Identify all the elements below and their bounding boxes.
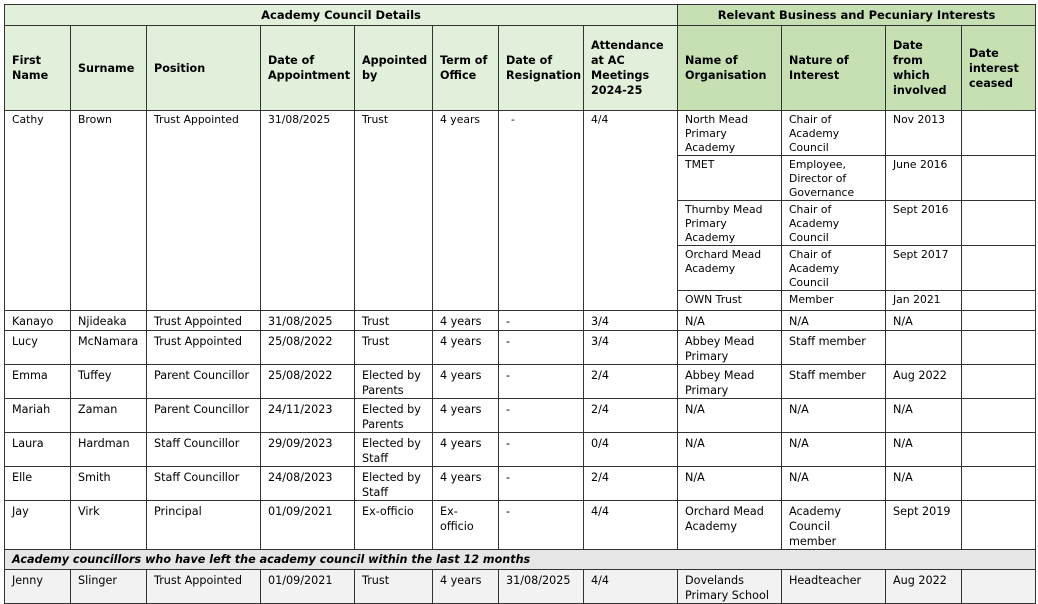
table-row [5, 365, 1036, 399]
cell-attendance: 0/4 [584, 433, 678, 467]
cell-surname: Njideaka [71, 311, 147, 331]
cell-attendance: 2/4 [584, 365, 678, 399]
cell-surname: McNamara [71, 331, 147, 365]
cell-attendance: 4/4 [584, 501, 678, 550]
cell-organisation: OWN Trust [678, 291, 782, 311]
cell-organisation: Orchard Mead Academy [678, 246, 782, 291]
cell-position: Staff Councillor [147, 433, 261, 467]
cell-position: Staff Councillor [147, 467, 261, 501]
cell-first-name: Jay [5, 501, 71, 550]
table-row [5, 331, 1036, 365]
cell-term: 4 years [433, 311, 499, 331]
header-name-of-organisation: Name of Organisation [678, 26, 782, 111]
cell-nature: N/A [782, 311, 886, 331]
cell-resignation: - [499, 311, 584, 331]
cell-date-ceased [962, 156, 1036, 201]
cell-nature: Chair of Academy Council [782, 201, 886, 246]
cell-surname: Slinger [71, 570, 147, 604]
cell-date-of-appointment: 01/09/2021 [261, 501, 355, 550]
cell-surname: Tuffey [71, 365, 147, 399]
cell-nature: Chair of Academy Council [782, 111, 886, 156]
cell-appointed-by: Elected by Parents [355, 365, 433, 399]
cell-first-name: Lucy [5, 331, 71, 365]
cell-first-name: Cathy [5, 111, 71, 311]
cell-organisation: N/A [678, 311, 782, 331]
cell-date-from: N/A [886, 467, 962, 501]
cell-date-from [886, 331, 962, 365]
cell-attendance: 2/4 [584, 399, 678, 433]
header-date-of-appointment: Date of Appointment [261, 26, 355, 111]
header-appointed-by: Appointed by [355, 26, 433, 111]
cell-attendance: 3/4 [584, 331, 678, 365]
header-date-ceased: Date interest ceased [962, 26, 1036, 111]
cell-appointed-by: Ex-officio [355, 501, 433, 550]
cell-resignation: - [499, 399, 584, 433]
cell-term: Ex-officio [433, 501, 499, 550]
cell-date-of-appointment: 25/08/2022 [261, 331, 355, 365]
cell-nature: Member [782, 291, 886, 311]
cell-date-ceased [962, 399, 1036, 433]
cell-organisation: Abbey Mead Primary [678, 365, 782, 399]
cell-date-of-appointment: 24/08/2023 [261, 467, 355, 501]
academy-council-table [4, 4, 1036, 604]
table-row [5, 501, 1036, 550]
cell-appointed-by: Trust [355, 111, 433, 311]
cell-organisation: TMET [678, 156, 782, 201]
cell-appointed-by: Elected by Staff [355, 467, 433, 501]
cell-date-ceased [962, 467, 1036, 501]
cell-date-of-appointment: 24/11/2023 [261, 399, 355, 433]
cell-surname: Hardman [71, 433, 147, 467]
cell-date-from: Sept 2017 [886, 246, 962, 291]
cell-first-name: Emma [5, 365, 71, 399]
cell-nature: Headteacher [782, 570, 886, 604]
cell-date-from: Sept 2019 [886, 501, 962, 550]
cell-position: Trust Appointed [147, 111, 261, 311]
cell-date-from: Sept 2016 [886, 201, 962, 246]
cell-date-from: N/A [886, 311, 962, 331]
cell-first-name: Kanayo [5, 311, 71, 331]
cell-date-ceased [962, 311, 1036, 331]
cell-position: Parent Councillor [147, 365, 261, 399]
cell-first-name: Laura [5, 433, 71, 467]
table-row [5, 111, 1036, 156]
cell-term: 4 years [433, 570, 499, 604]
cell-nature: Staff member [782, 365, 886, 399]
cell-appointed-by: Trust [355, 331, 433, 365]
cell-date-of-appointment: 25/08/2022 [261, 365, 355, 399]
cell-position: Trust Appointed [147, 331, 261, 365]
cell-surname: Brown [71, 111, 147, 311]
left-councillors-heading-row [5, 550, 1036, 570]
cell-date-from: Nov 2013 [886, 111, 962, 156]
cell-date-of-appointment: 31/08/2025 [261, 111, 355, 311]
table-row [5, 399, 1036, 433]
cell-date-ceased [962, 291, 1036, 311]
cell-term: 4 years [433, 331, 499, 365]
cell-appointed-by: Trust [355, 311, 433, 331]
cell-attendance: 2/4 [584, 467, 678, 501]
cell-date-of-appointment: 29/09/2023 [261, 433, 355, 467]
cell-date-from: Jan 2021 [886, 291, 962, 311]
cell-organisation: N/A [678, 433, 782, 467]
header-nature-of-interest: Nature of Interest [782, 26, 886, 111]
cell-term: 4 years [433, 365, 499, 399]
table-row [5, 570, 1036, 604]
section-academy-council-details: Academy Council Details [5, 5, 678, 26]
cell-date-from: June 2016 [886, 156, 962, 201]
cell-date-ceased [962, 501, 1036, 550]
cell-resignation: 31/08/2025 [499, 570, 584, 604]
header-first-name: First Name [5, 26, 71, 111]
cell-attendance: 3/4 [584, 311, 678, 331]
cell-organisation: Dovelands Primary School [678, 570, 782, 604]
cell-date-ceased [962, 331, 1036, 365]
cell-organisation: Abbey Mead Primary [678, 331, 782, 365]
cell-surname: Virk [71, 501, 147, 550]
cell-surname: Zaman [71, 399, 147, 433]
cell-appointed-by: Elected by Parents [355, 399, 433, 433]
cell-position: Principal [147, 501, 261, 550]
table-row [5, 467, 1036, 501]
header-surname: Surname [71, 26, 147, 111]
cell-date-of-appointment: 31/08/2025 [261, 311, 355, 331]
cell-first-name: Elle [5, 467, 71, 501]
cell-nature: N/A [782, 399, 886, 433]
cell-resignation: - [499, 365, 584, 399]
cell-attendance: 4/4 [584, 570, 678, 604]
cell-nature: Academy Council member [782, 501, 886, 550]
header-position: Position [147, 26, 261, 111]
cell-date-from: N/A [886, 399, 962, 433]
cell-position: Parent Councillor [147, 399, 261, 433]
cell-organisation: Thurnby Mead Primary Academy [678, 201, 782, 246]
cell-organisation: N/A [678, 467, 782, 501]
cell-first-name: Jenny [5, 570, 71, 604]
cell-organisation: N/A [678, 399, 782, 433]
cell-appointed-by: Trust [355, 570, 433, 604]
cell-nature: N/A [782, 433, 886, 467]
cell-resignation: - [499, 433, 584, 467]
cell-term: 4 years [433, 433, 499, 467]
cell-term: 4 years [433, 467, 499, 501]
cell-resignation: - [499, 111, 584, 311]
cell-date-ceased [962, 111, 1036, 156]
cell-first-name: Mariah [5, 399, 71, 433]
header-date-from: Date from which involved [886, 26, 962, 111]
cell-date-from: Aug 2022 [886, 365, 962, 399]
table-row [5, 311, 1036, 331]
header-term-of-office: Term of Office [433, 26, 499, 111]
section-business-interests: Relevant Business and Pecuniary Interests [678, 5, 1036, 26]
cell-nature: Chair of Academy Council [782, 246, 886, 291]
cell-date-from: N/A [886, 433, 962, 467]
cell-date-ceased [962, 433, 1036, 467]
cell-date-ceased [962, 570, 1036, 604]
cell-position: Trust Appointed [147, 311, 261, 331]
header-attendance: Attendance at AC Meetings 2024-25 [584, 26, 678, 111]
cell-surname: Smith [71, 467, 147, 501]
cell-resignation: - [499, 467, 584, 501]
left-councillors-note: Academy councillors who have left the academy council within the last 12 months [5, 550, 1036, 570]
cell-date-ceased [962, 365, 1036, 399]
cell-position: Trust Appointed [147, 570, 261, 604]
header-date-of-resignation: Date of Resignation [499, 26, 584, 111]
cell-resignation: - [499, 331, 584, 365]
cell-nature: Employee, Director of Governance [782, 156, 886, 201]
cell-appointed-by: Elected by Staff [355, 433, 433, 467]
cell-resignation: - [499, 501, 584, 550]
cell-organisation: Orchard Mead Academy [678, 501, 782, 550]
cell-term: 4 years [433, 111, 499, 311]
cell-nature: N/A [782, 467, 886, 501]
cell-date-from: Aug 2022 [886, 570, 962, 604]
table-row [5, 433, 1036, 467]
cell-nature: Staff member [782, 331, 886, 365]
cell-date-ceased [962, 201, 1036, 246]
cell-term: 4 years [433, 399, 499, 433]
cell-date-ceased [962, 246, 1036, 291]
cell-attendance: 4/4 [584, 111, 678, 311]
cell-date-of-appointment: 01/09/2021 [261, 570, 355, 604]
cell-organisation: North Mead Primary Academy [678, 111, 782, 156]
